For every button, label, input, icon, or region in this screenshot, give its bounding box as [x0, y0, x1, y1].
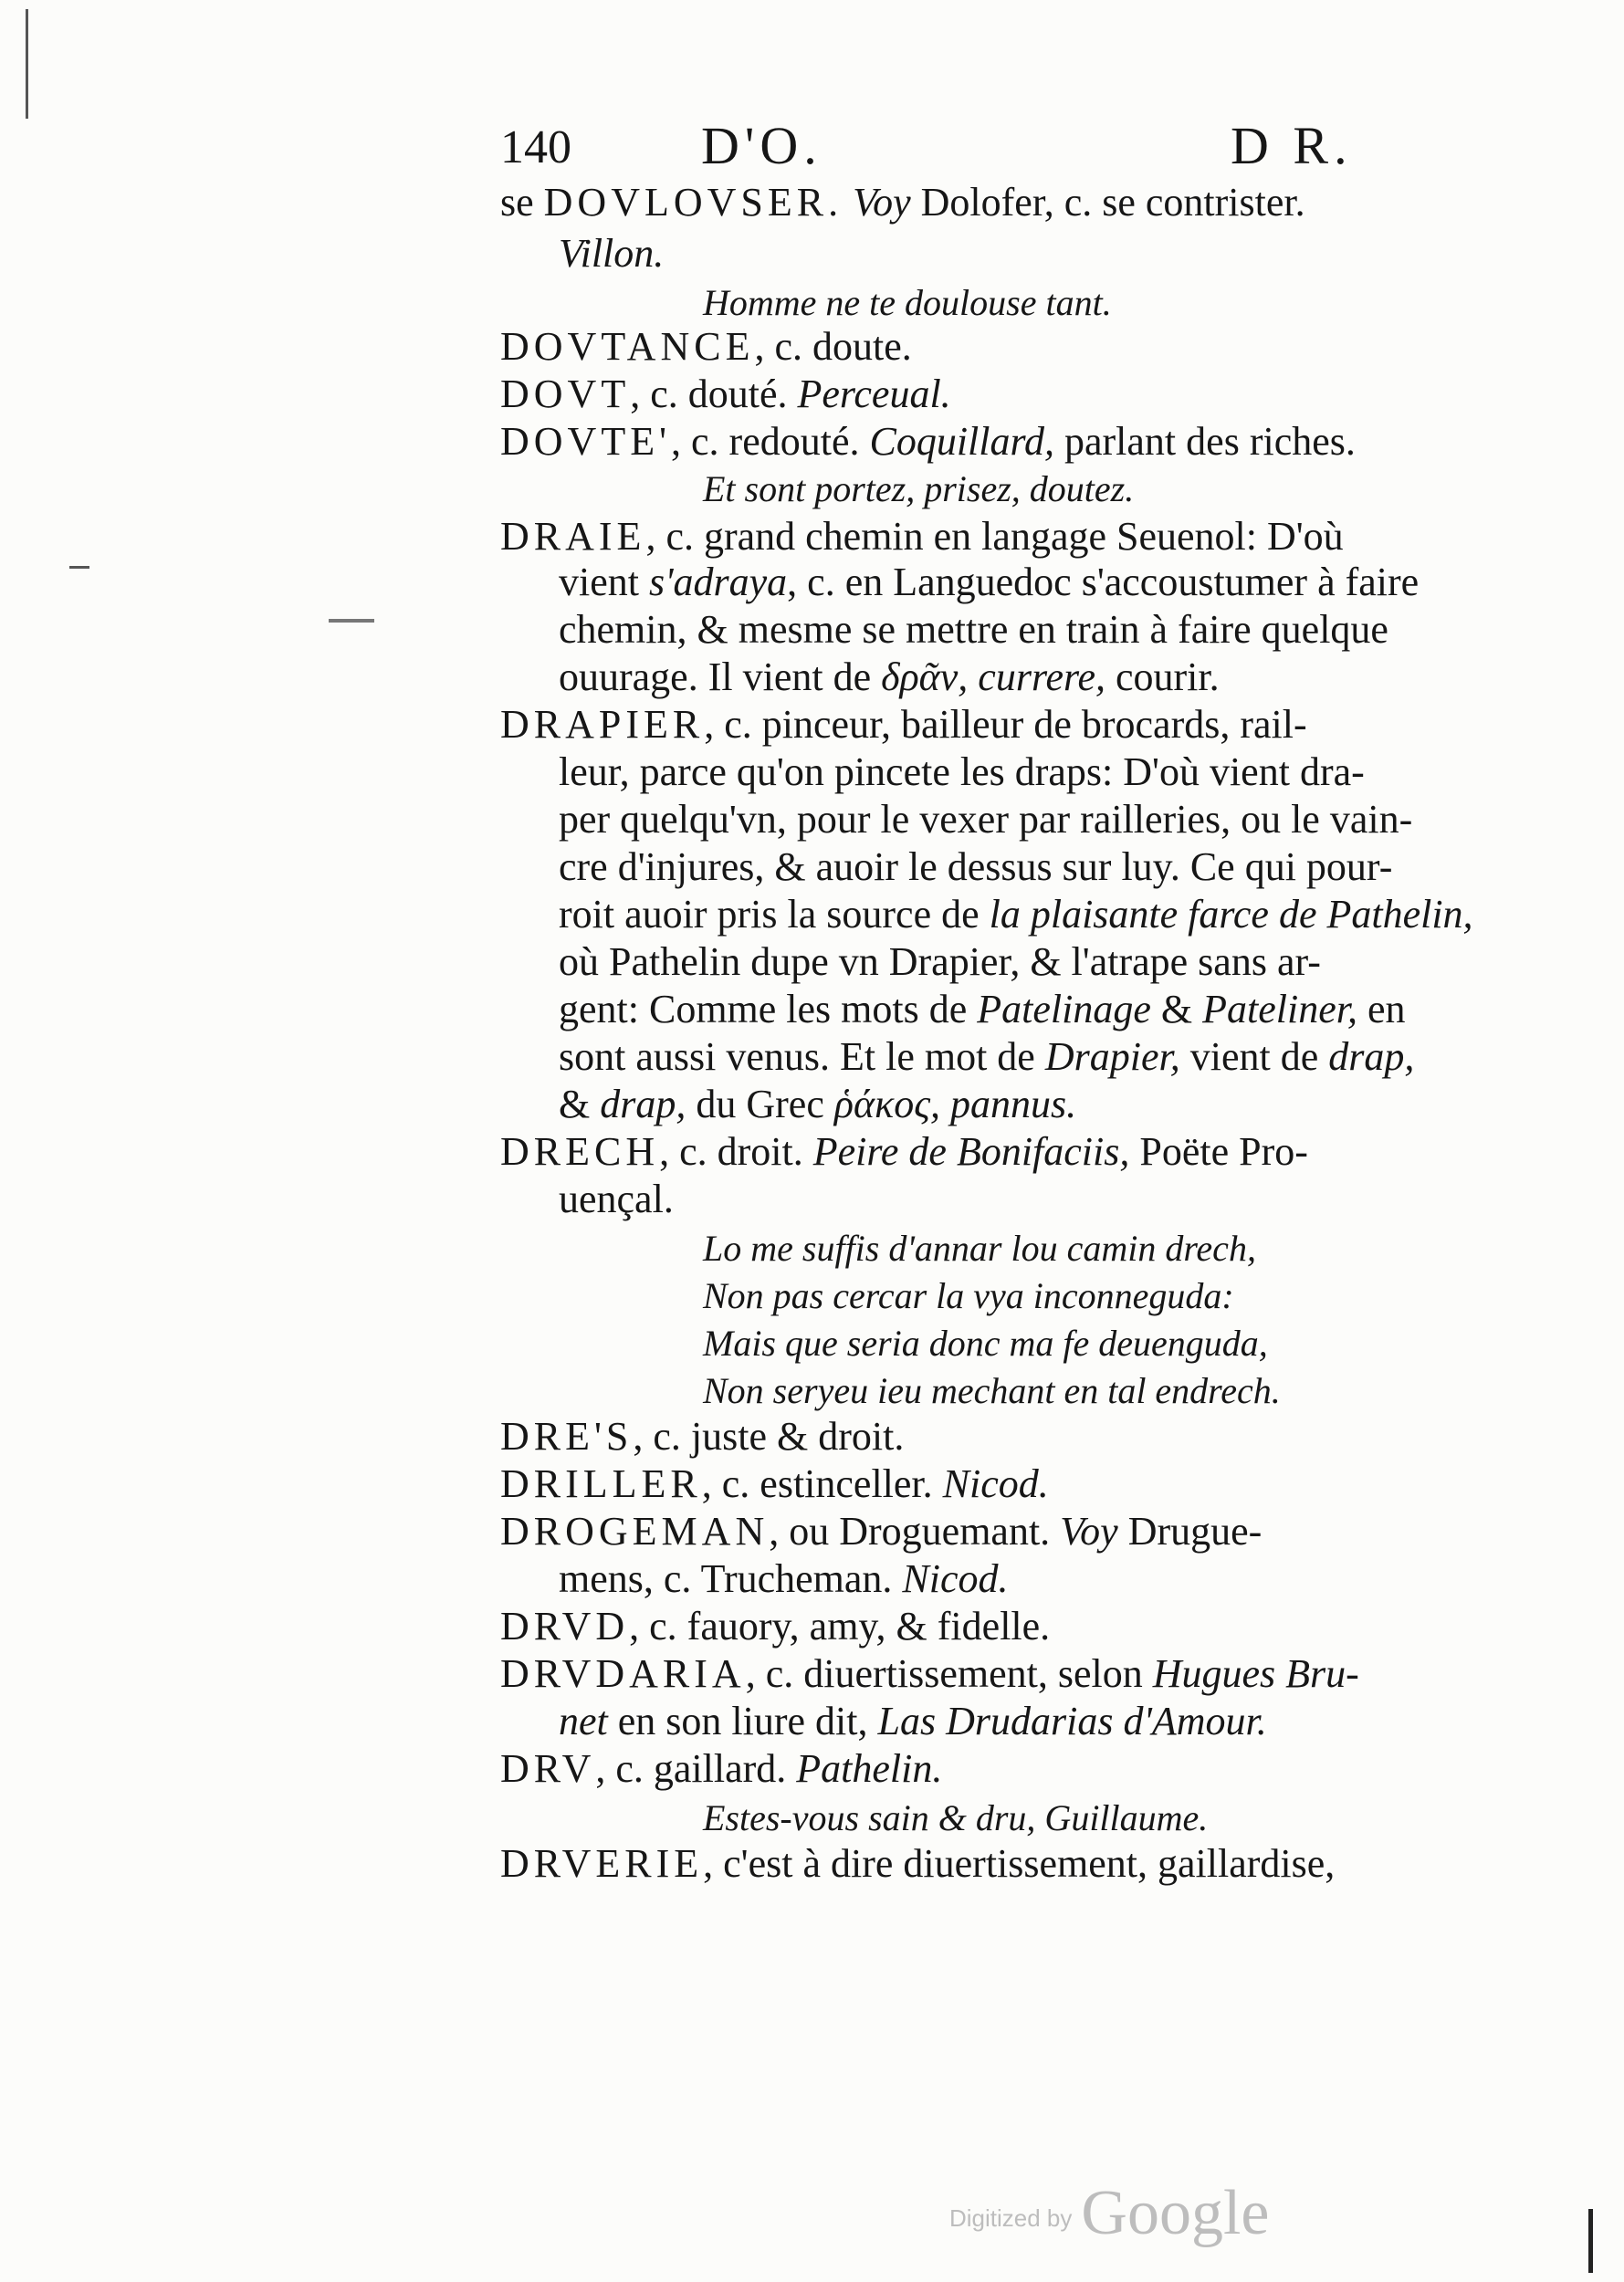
text: , c. en Languedoc s'accoustumer à faire — [787, 560, 1420, 604]
entry-line — [559, 1034, 1415, 1079]
entry-line — [559, 1084, 1076, 1125]
text: en son liure dit, — [607, 1699, 878, 1743]
headword: DRECH — [500, 1129, 660, 1174]
headword: DRE'S — [500, 1414, 634, 1459]
text: courir. — [1105, 654, 1220, 699]
term: drap, — [1328, 1034, 1415, 1079]
text: sont aussi venus. Et le mot de — [559, 1034, 1045, 1079]
entry-line: uençal. — [559, 1177, 674, 1221]
definition: , c. redouté. — [671, 419, 870, 464]
greek-term: ῥάκος, pannus. — [833, 1082, 1077, 1126]
source: net — [559, 1699, 608, 1743]
definition: , c. droit. — [659, 1129, 813, 1174]
headword: DOVLOVSER. — [543, 180, 843, 225]
headword: DOVTE' — [500, 419, 672, 464]
text: & — [1150, 987, 1203, 1031]
headword: DOVT — [500, 372, 631, 416]
entry-driller — [500, 1461, 1049, 1506]
text: vient — [559, 560, 649, 604]
entry-line — [559, 562, 1419, 602]
running-head-right: D R. — [1231, 116, 1353, 175]
definition-cont: Drugue- — [1117, 1509, 1263, 1554]
running-head-center: D'O. — [701, 116, 822, 175]
definition: , c. douté. — [630, 372, 798, 416]
scan-edge-mark — [26, 9, 28, 119]
digitized-watermark — [949, 2163, 1270, 2248]
entry-drapier — [500, 702, 1307, 747]
term: Drapier, — [1044, 1034, 1180, 1079]
entry-draie — [500, 514, 1344, 559]
entry-dovt — [500, 374, 951, 414]
entry-line: leur, parce qu'on pincete les draps: D'où vient dra- — [559, 749, 1365, 794]
source-line: Villon. — [559, 231, 665, 276]
headword: DROGEMAN — [500, 1509, 770, 1554]
entry-line — [559, 654, 1220, 699]
see-ref: Voy — [1060, 1509, 1118, 1554]
headword: DOVTANCE — [500, 324, 755, 369]
definition: , c. gaillard. — [595, 1746, 797, 1791]
entry-drogeman — [500, 1509, 1263, 1554]
entry-drech — [500, 1129, 1308, 1174]
page-number: 140 — [500, 121, 571, 173]
text: gent: Comme les mots de — [559, 987, 978, 1031]
headword: DRILLER — [500, 1461, 702, 1506]
term: Patelinage — [977, 987, 1151, 1031]
entry-drv — [500, 1746, 943, 1791]
entry-line — [559, 1556, 1009, 1601]
headword: DRVD — [500, 1604, 630, 1649]
greek-term: δρᾶν, currere, — [881, 654, 1105, 699]
headword: DRV — [500, 1746, 596, 1791]
entry-prefix: se — [500, 180, 544, 225]
definition: , c. diuertissement, selon — [745, 1651, 1153, 1696]
headword: DRAIE — [500, 514, 646, 559]
entry-line: chemin, & mesme se mettre en train à faire quelque — [559, 607, 1388, 652]
definition: , c. doute. — [754, 324, 912, 369]
source: Peire de Bonifaciis, — [812, 1129, 1130, 1174]
scan-speck — [69, 566, 89, 569]
source: Hugues Bru- — [1152, 1651, 1359, 1696]
verse-line: Non pas cercar la vya inconneguda: — [703, 1275, 1234, 1316]
definition: , c'est à dire diuertissement, gaillardise, — [703, 1841, 1336, 1886]
watermark-prefix: Digitized by — [949, 2204, 1073, 2232]
scan-edge-mark — [1588, 2209, 1593, 2273]
title: Las Drudarias d'Amour. — [877, 1699, 1267, 1743]
definition: , c. pinceur, bailleur de brocards, rail- — [704, 702, 1307, 747]
text: du Grec — [686, 1082, 834, 1126]
see-ref: Voy — [843, 180, 911, 225]
text: ouurage. Il vient de — [559, 654, 882, 699]
source: Coquillard, — [869, 419, 1054, 464]
entry-dovlovser — [500, 180, 1305, 225]
definition-cont: parlant des riches. — [1054, 419, 1356, 464]
text: & — [559, 1082, 601, 1126]
entry-dovtance — [500, 324, 912, 369]
text: vient de — [1179, 1034, 1329, 1079]
text: roit auoir pris la source de — [559, 892, 990, 937]
scan-speck — [329, 619, 374, 623]
verse-line: Non seryeu ieu mechant en tal endrech. — [703, 1370, 1281, 1411]
title: la plaisante farce de Pathelin, — [989, 892, 1473, 937]
source: Nicod. — [902, 1556, 1009, 1601]
entry-line: per quelqu'vn, pour le vexer par railleries, ou le vain- — [559, 797, 1413, 842]
verse-line: Mais que seria donc ma fe deuenguda, — [703, 1323, 1268, 1364]
entry-line — [559, 1701, 1267, 1742]
term: s'adraya — [648, 560, 788, 604]
entry-dovte — [500, 419, 1356, 464]
headword: DRVERIE — [500, 1841, 704, 1886]
text: mens, c. Trucheman. — [559, 1556, 903, 1601]
entry-line — [559, 989, 1406, 1030]
term: Pateliner, — [1202, 987, 1357, 1031]
definition: , c. grand chemin en langage Seuenol: D'où — [645, 514, 1344, 559]
verse-line: Et sont portez, prisez, doutez. — [703, 468, 1135, 509]
term: drap, — [600, 1082, 686, 1126]
entry-drverie — [500, 1841, 1336, 1886]
source: Pathelin. — [796, 1746, 943, 1791]
definition: , c. estinceller. — [701, 1461, 943, 1506]
source: Nicod. — [942, 1461, 1049, 1506]
entry-dres — [500, 1414, 905, 1459]
definition: Dolofer, c. se contrister. — [910, 180, 1305, 225]
definition: , ou Droguemant. — [769, 1509, 1061, 1554]
entry-drvd — [500, 1604, 1051, 1649]
source: Perceual. — [797, 372, 951, 416]
entry-drvdaria — [500, 1651, 1359, 1696]
entry-line — [559, 892, 1473, 937]
text: en — [1357, 987, 1406, 1031]
headword: DRVDARIA — [500, 1651, 746, 1696]
definition: , c. fauory, amy, & fidelle. — [629, 1604, 1051, 1649]
entry-line: cre d'injures, & auoir le dessus sur luy. Ce qui pour- — [559, 844, 1393, 889]
definition: , c. juste & droit. — [633, 1414, 905, 1459]
google-logo: Google — [1081, 2178, 1270, 2248]
definition-cont: Poëte Pro- — [1129, 1129, 1308, 1174]
verse-line: Homme ne te doulouse tant. — [703, 282, 1112, 323]
entry-line: où Pathelin dupe vn Drapier, & l'atrape sans ar- — [559, 939, 1321, 984]
verse-line: Lo me suffis d'annar lou camin drech, — [703, 1228, 1256, 1269]
verse-line: Estes-vous sain & dru, Guillaume. — [703, 1797, 1209, 1838]
headword: DRAPIER — [500, 702, 705, 747]
